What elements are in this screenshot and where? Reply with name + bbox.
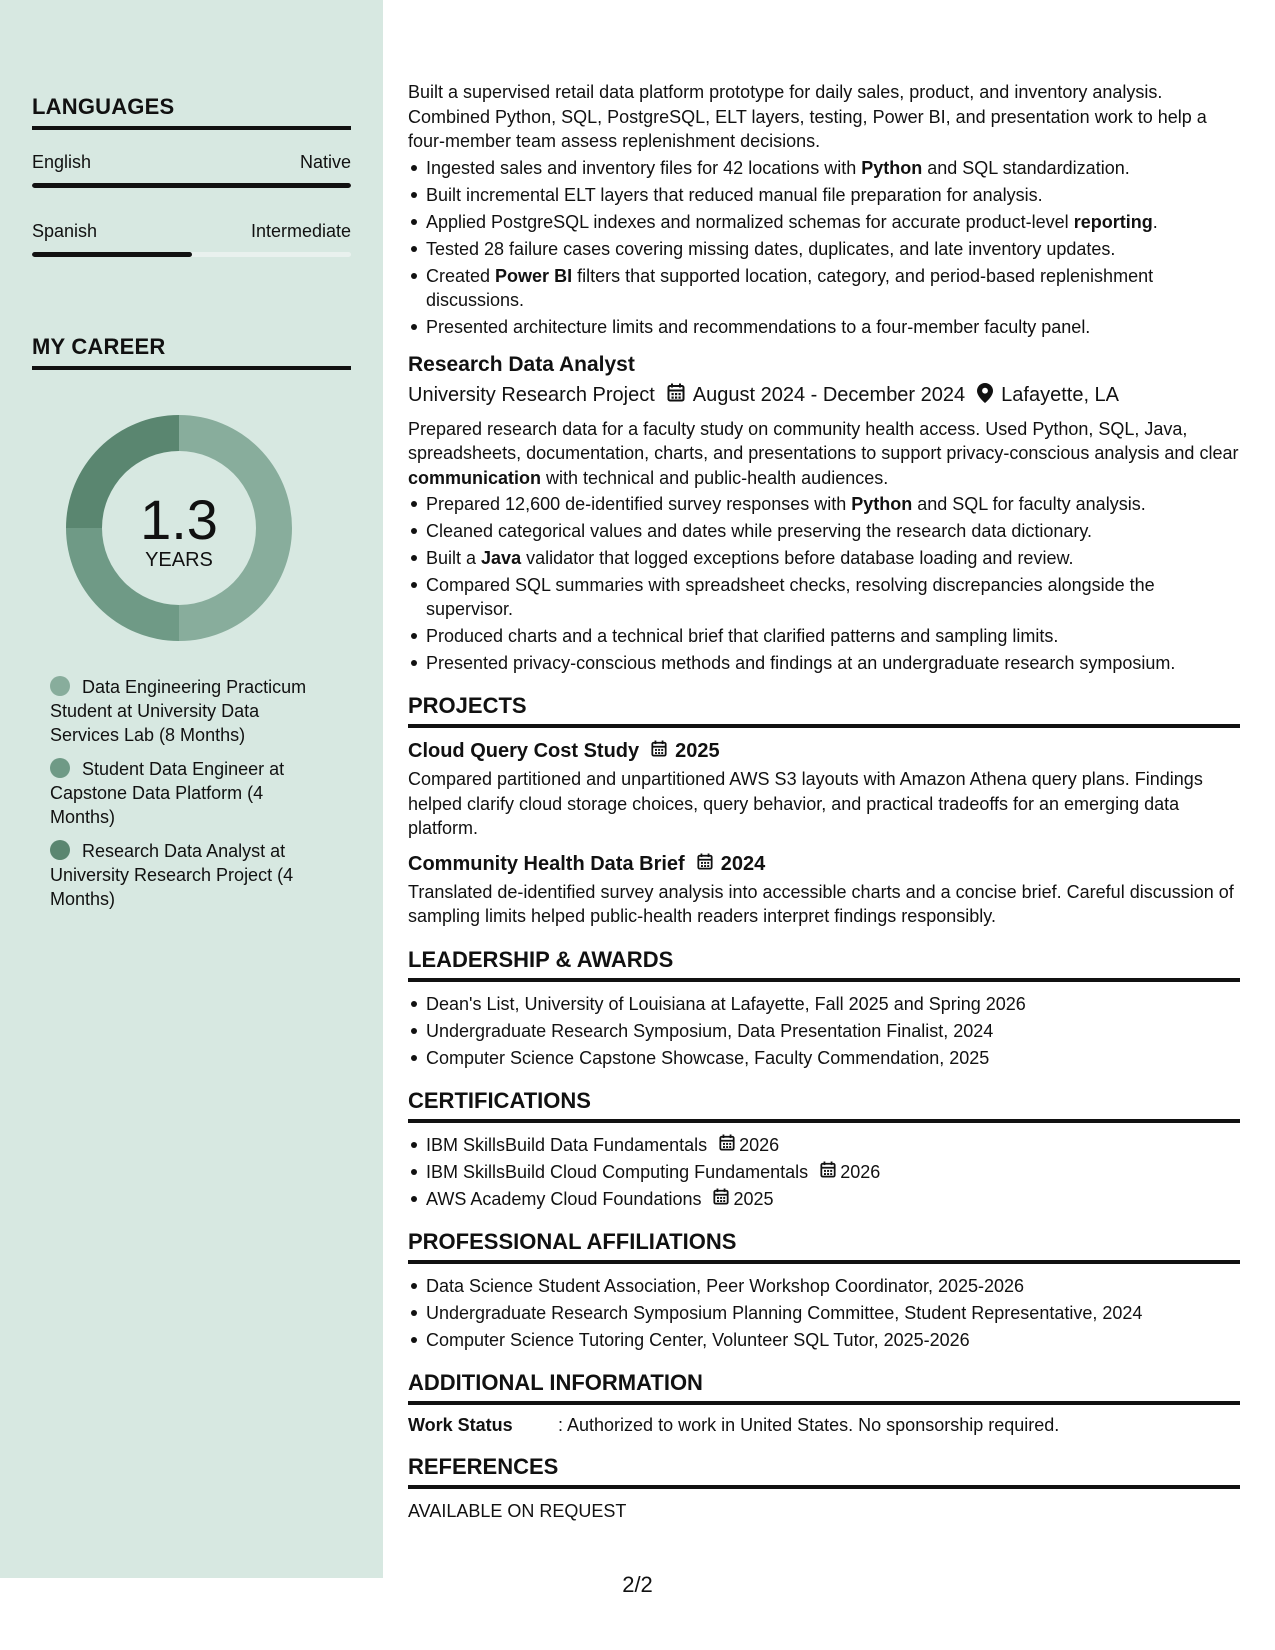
job-dates: August 2024 - December 2024 (692, 384, 966, 406)
sidebar (0, 0, 383, 1578)
map-pin-icon (977, 383, 993, 409)
language-row-spanish (32, 221, 351, 242)
affiliations-heading: PROFESSIONAL AFFILIATIONS (408, 1229, 1240, 1264)
bullet-item (408, 315, 1240, 339)
list-item: Undergraduate Research Symposium, Data Presentation Finalist, 2024 (408, 1019, 1240, 1043)
certifications-list (408, 1133, 1240, 1211)
text-emphasis: Python (851, 494, 913, 514)
project-title-row (408, 853, 1240, 876)
calendar-icon (667, 383, 685, 408)
bullet-item (408, 573, 1240, 621)
calendar-icon (719, 1133, 735, 1157)
bullet-item (408, 651, 1240, 675)
language-level: Intermediate (250, 221, 351, 241)
career-legend-item (50, 839, 330, 911)
language-name: Spanish (32, 221, 98, 241)
text-segment: filters that supported location, category, and period-based replenishment discussions. (426, 265, 1154, 310)
career-total-unit: YEARS (145, 549, 213, 571)
text-segment: Ingested sales and inventory files for 42 locations with (426, 157, 862, 178)
certification-year: 2026 (840, 1161, 881, 1182)
text-segment: Created (426, 265, 496, 286)
calendar-icon (651, 740, 667, 763)
job-company: University Research Project (408, 384, 655, 406)
career-legend-label: Student Data Engineer at Capstone Data Platform (4 Months) (50, 759, 285, 827)
list-item: Dean's List, University of Louisiana at Lafayette, Fall 2025 and Spring 2026 (408, 992, 1240, 1016)
work-status-row (408, 1415, 1240, 1436)
bullet-item (408, 156, 1240, 180)
language-proficiency-fill (32, 183, 351, 188)
career-legend-item (50, 757, 330, 829)
project-title: Cloud Query Cost Study (408, 740, 640, 762)
text-segment: Cleaned categorical values and dates while preserving the research data dictionary. (426, 521, 1093, 541)
project-title-row (408, 740, 1240, 763)
text-segment: . (1152, 211, 1158, 232)
job-bullets (408, 156, 1240, 339)
job-summary: Built a supervised retail data platform prototype for daily sales, product, and inventory analysis. Combined Python, SQL, PostgreSQL, ELT layers, testing, Power BI, and presentation work to help a four-member team assess replenishment decisions. (408, 82, 1207, 151)
projects-list (408, 740, 1240, 929)
certification-date (713, 1187, 773, 1211)
bullet-item (408, 546, 1240, 570)
legend-dot-icon (50, 840, 70, 860)
project-description: Translated de-identified survey analysis into accessible charts and a concise brief. Careful discussion of sampling limits helped public-health readers interpret findings responsibly. (408, 881, 1234, 926)
certification-item (408, 1160, 1240, 1184)
calendar-icon (820, 1160, 836, 1184)
project-title: Community Health Data Brief (408, 852, 685, 875)
languages-heading: LANGUAGES (32, 94, 351, 130)
calendar-icon (697, 853, 713, 876)
bullet-item (408, 264, 1240, 312)
text-emphasis: Java (481, 548, 522, 568)
text-segment: Prepared 12,600 de-identified survey responses with (426, 494, 852, 514)
list-item: Computer Science Tutoring Center, Volunteer SQL Tutor, 2025-2026 (408, 1328, 1240, 1352)
certifications-heading: CERTIFICATIONS (408, 1088, 1240, 1123)
job-bullets (408, 492, 1240, 675)
certification-name: AWS Academy Cloud Foundations (426, 1188, 702, 1209)
work-status-label: Work Status (408, 1414, 513, 1435)
project-year: 2024 (720, 852, 766, 875)
career-legend-label: Research Data Analyst at University Research Project (4 Months) (50, 841, 294, 909)
additional-info-heading: ADDITIONAL INFORMATION (408, 1370, 1240, 1405)
text-segment: validator that logged exceptions before database loading and review. (521, 548, 1074, 568)
bullet-item (408, 624, 1240, 648)
certification-item (408, 1133, 1240, 1157)
language-proficiency-fill (32, 252, 192, 257)
job-title: Research Data Analyst (408, 352, 635, 376)
certification-year: 2026 (739, 1134, 780, 1155)
bullet-item (408, 210, 1240, 234)
main-content (408, 80, 1240, 1522)
language-row-english (32, 152, 351, 173)
career-total-value: 1.3 (140, 488, 218, 551)
text-segment: Applied PostgreSQL indexes and normalized schemas for accurate product-level (426, 211, 1074, 232)
language-name: English (32, 152, 92, 172)
language-level: Native (299, 152, 351, 172)
text-segment: with technical and public-health audiences. (541, 467, 889, 488)
certification-name: IBM SkillsBuild Data Fundamentals (426, 1134, 708, 1155)
language-proficiency-bar-english (32, 183, 351, 188)
certification-year: 2025 (733, 1188, 774, 1209)
bullet-item (408, 237, 1240, 261)
text-segment: Compared SQL summaries with spreadsheet checks, resolving discrepancies alongside the supervisor. (426, 575, 1155, 619)
calendar-icon (713, 1187, 729, 1211)
legend-dot-icon (50, 758, 70, 778)
text-emphasis: communication (408, 467, 542, 488)
list-item: Data Science Student Association, Peer Workshop Coordinator, 2025-2026 (408, 1274, 1240, 1298)
list-item: Computer Science Capstone Showcase, Faculty Commendation, 2025 (408, 1046, 1240, 1070)
text-emphasis: reporting (1073, 211, 1153, 232)
certification-name: IBM SkillsBuild Cloud Computing Fundamentals (426, 1161, 809, 1182)
text-segment: Built incremental ELT layers that reduced manual file preparation for analysis. (426, 184, 1043, 205)
career-legend (50, 675, 330, 921)
career-heading: MY CAREER (32, 334, 351, 370)
language-proficiency-bar-spanish (32, 252, 351, 257)
text-segment: Prepared research data for a faculty study on community health access. Used Python, SQL, Java, spreadsheets, documentation, charts, and presentations to support privacy-conscious analysis and clear (408, 418, 1239, 463)
projects-heading: PROJECTS (408, 693, 1240, 728)
list-item: Undergraduate Research Symposium Planning Committee, Student Representative, 2024 (408, 1301, 1240, 1325)
certification-date (719, 1133, 779, 1157)
certification-item (408, 1187, 1240, 1211)
career-legend-label: Data Engineering Practicum Student at University Data Services Lab (8 Months) (50, 677, 307, 745)
legend-dot-icon (50, 676, 70, 696)
work-status-value: : Authorized to work in United States. No sponsorship required. (558, 1414, 1060, 1435)
text-segment: and SQL for faculty analysis. (912, 494, 1146, 514)
text-segment: Tested 28 failure cases covering missing dates, duplicates, and late inventory updates. (426, 238, 1116, 259)
job-location: Lafayette, LA (1001, 384, 1120, 406)
text-segment: Presented architecture limits and recommendations to a four-member faculty panel. (426, 316, 1091, 337)
text-segment: Built a (426, 548, 482, 568)
text-segment: Produced charts and a technical brief that clarified patterns and sampling limits. (426, 626, 1059, 646)
bullet-item (408, 492, 1240, 516)
bullet-item (408, 519, 1240, 543)
job-summary (408, 417, 1240, 491)
bullet-item (408, 183, 1240, 207)
career-legend-item (50, 675, 330, 747)
affiliations-list (408, 1274, 1240, 1352)
project-description: Compared partitioned and unpartitioned AWS S3 layouts with Amazon Athena query plans. Findings helped clarify cloud storage choices, query behavior, and practical tradeoffs for an emerging data platform. (408, 769, 1203, 838)
job-meta (408, 383, 1240, 409)
text-segment: Presented privacy-conscious methods and findings at an undergraduate research symposium. (426, 653, 1176, 673)
references-text: AVAILABLE ON REQUEST (408, 1500, 627, 1521)
certification-date (820, 1160, 880, 1184)
text-segment: and SQL standardization. (922, 157, 1130, 178)
page-number (0, 1572, 1275, 1598)
text-emphasis: Power BI (495, 265, 573, 286)
project-year: 2025 (675, 740, 720, 762)
page-number-text: 2/2 (622, 1572, 653, 1597)
leadership-list (408, 992, 1240, 1070)
references-heading: REFERENCES (408, 1454, 1240, 1489)
career-donut-chart (66, 415, 292, 641)
text-emphasis: Python (861, 157, 923, 178)
leadership-heading: LEADERSHIP & AWARDS (408, 947, 1240, 982)
